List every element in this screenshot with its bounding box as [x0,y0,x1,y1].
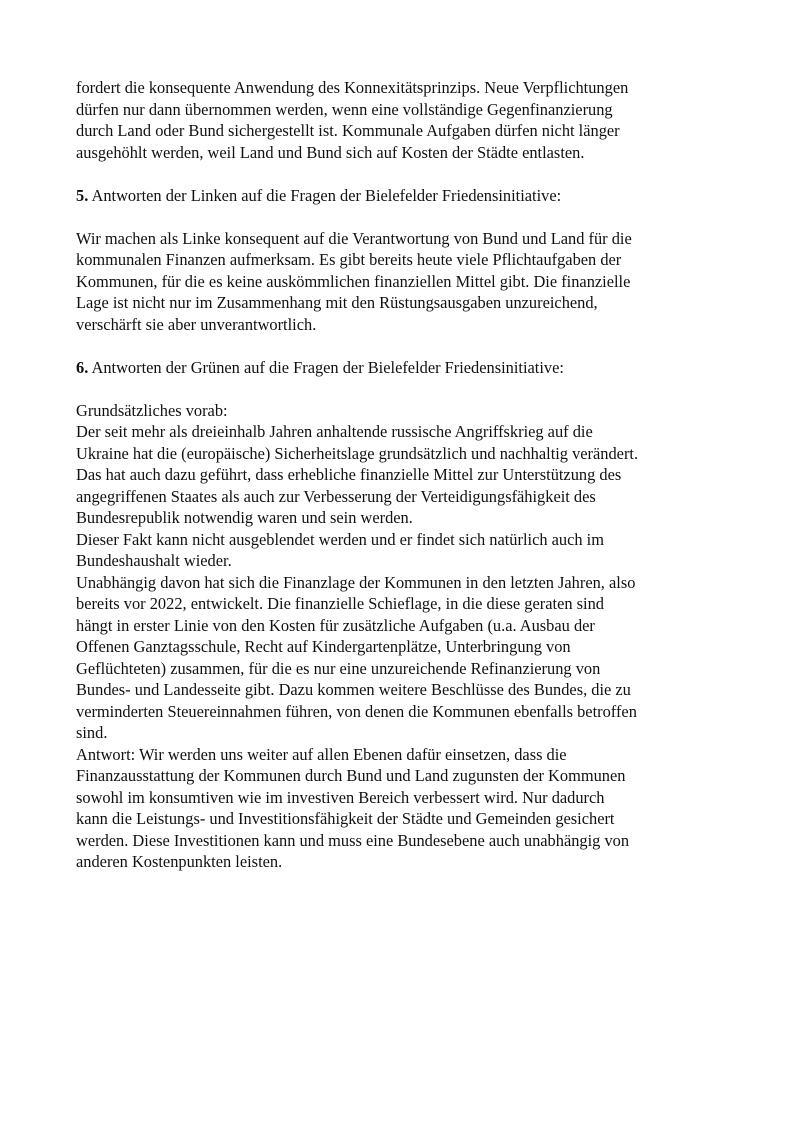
text-line: Das hat auch dazu geführt, dass erhebliche finanzielle Mittel zur Unterstützung des [76,465,622,484]
text-line: Unabhängig davon hat sich die Finanzlage der Kommunen in den letzten Jahren, also [76,572,636,592]
section-5-paragraph [76,228,726,336]
text-line: angegriffenen Staates als auch zur Verbesserung der Verteidigungsfähigkeit des [76,486,596,506]
text-line: sind. [76,723,108,742]
text-line: sowohl im konsumtiven wie im investiven Bereich verbessert wird. Nur dadurch [76,787,605,807]
section-5-heading [76,185,726,207]
intro-paragraph [76,77,726,163]
text-line: werden. Diese Investitionen kann und muss eine Bundesebene auch unabhängig von [76,830,630,850]
text-line: durch Land oder Bund sichergestellt ist. Kommunale Aufgaben dürfen nicht länger [76,121,620,140]
text-line: Antwort: Wir werden uns weiter auf allen Ebenen dafür einsetzen, dass die [76,744,567,764]
section-6-paragraph [76,400,726,873]
paragraph-gap [76,206,726,228]
text-line: Bundeshaushalt wieder. [76,551,232,570]
text-line: anderen Kostenpunkten leisten. [76,852,283,871]
paragraph-gap [76,378,726,400]
section-6-heading [76,357,726,379]
document-page [76,77,726,873]
text-line: Dieser Fakt kann nicht ausgeblendet werden und er findet sich natürlich auch im [76,529,604,549]
text-line: verschärft sie aber unverantwortlich. [76,314,317,334]
text-line: Der seit mehr als dreieinhalb Jahren anhaltende russische Angriffskrieg auf die [76,422,593,441]
text-line: Offenen Ganztagsschule, Recht auf Kindergartenplätze, Unterbringung von [76,637,571,656]
paragraph-gap [76,335,726,357]
text-line: dürfen nur dann übernommen werden, wenn eine vollständige Gegenfinanzierung [76,99,613,119]
text-line: bereits vor 2022, entwickelt. Die finanzielle Schieflage, in die diese geraten sind [76,594,604,613]
text-line: Geflüchteten) zusammen, für die es nur eine unzureichende Refinanzierung von [76,658,601,678]
text-line: Wir machen als Linke konsequent auf die Verantwortung von Bund und Land für die [76,228,632,248]
text-line: Bundes- und Landesseite gibt. Dazu kommen weitere Beschlüsse des Bundes, die zu [76,680,631,699]
text-line: kommunalen Finanzen aufmerksam. Es gibt bereits heute viele Pflichtaufgaben der [76,250,622,269]
section-5-number: 5. [76,185,89,205]
text-line: Finanzausstattung der Kommunen durch Bund und Land zugunsten der Kommunen [76,766,626,785]
text-line: kann die Leistungs- und Investitionsfähigkeit der Städte und Gemeinden gesichert [76,809,615,828]
text-line: Kommunen, für die es keine auskömmlichen finanziellen Mittel gibt. Die finanzielle [76,271,631,291]
text-line: Lage ist nicht nur im Zusammenhang mit den Rüstungsausgaben unzureichend, [76,293,598,312]
text-line: verminderten Steuereinnahmen führen, von denen die Kommunen ebenfalls betroffen [76,701,637,721]
section-6-number: 6. [76,357,89,377]
section-6-heading-text: Antworten der Grünen auf die Fragen der Bielefelder Friedensinitiative: [88,357,564,377]
text-line: Grundsätzliches vorab: [76,400,228,420]
paragraph-gap [76,163,726,185]
text-line: Bundesrepublik notwendig waren und sein werden. [76,508,413,527]
text-line: hängt in erster Linie von den Kosten für zusätzliche Aufgaben (u.a. Ausbau der [76,615,595,635]
text-line: Ukraine hat die (europäische) Sicherheitslage grundsätzlich und nachhaltig verändert. [76,443,639,463]
text-line: fordert die konsequente Anwendung des Konnexitätsprinzips. Neue Verpflichtungen [76,78,629,97]
section-5-heading-text: Antworten der Linken auf die Fragen der Bielefelder Friedensinitiative: [88,185,562,205]
text-line: ausgehöhlt werden, weil Land und Bund sich auf Kosten der Städte entlasten. [76,142,585,162]
